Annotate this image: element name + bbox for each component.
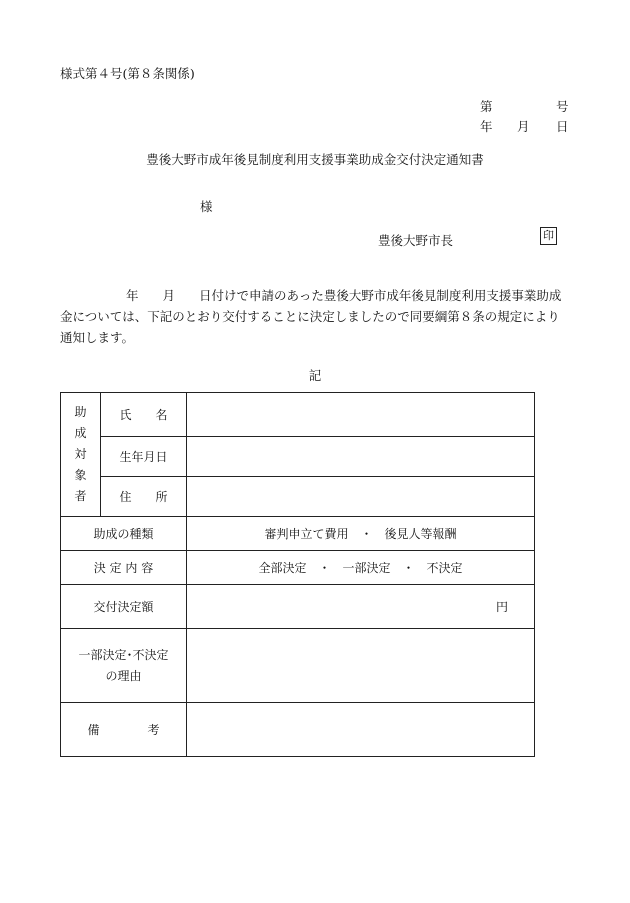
address-field[interactable] <box>187 477 535 517</box>
doc-number-suffix: 号 <box>556 99 569 114</box>
name-field[interactable] <box>187 393 535 437</box>
table-row <box>61 477 535 517</box>
table-row <box>61 393 535 437</box>
table-row <box>61 551 535 585</box>
reason-label <box>61 629 187 703</box>
decision-label: 決 定 内 容 <box>61 551 187 585</box>
subject-char: 対 <box>74 447 87 461</box>
body-line2: 金については、下記のとおり交付することに決定しましたので同要綱第８条の規定により <box>60 309 560 324</box>
doc-number-prefix: 第 <box>480 99 493 114</box>
issuer: 豊後大野市長 <box>378 233 454 248</box>
grant-type-label: 助成の種類 <box>61 517 187 551</box>
remarks-field[interactable] <box>187 703 535 757</box>
amount-field[interactable] <box>187 585 535 629</box>
amount-unit: 円 <box>495 600 508 614</box>
reason-label-line1: 一部決定･不決定 <box>78 647 169 662</box>
reason-label-line2: の理由 <box>105 668 142 683</box>
name-label: 氏 名 <box>101 393 187 437</box>
table-row <box>61 585 535 629</box>
record-table <box>60 392 535 757</box>
grant-type-value: 審判申立て費用 ・ 後見人等報酬 <box>187 517 535 551</box>
body-month: 月 <box>162 288 176 303</box>
form-id: 様式第４号(第８条関係) <box>60 66 195 81</box>
table-row <box>61 629 535 703</box>
body-line3: 通知します。 <box>60 330 135 345</box>
subject-char: 象 <box>74 468 87 482</box>
addressee: 様 <box>200 199 213 214</box>
remarks-label: 備 考 <box>61 703 187 757</box>
decision-value: 全部決定 ・ 一部決定 ・ 不決定 <box>187 551 535 585</box>
subject-char: 者 <box>74 489 87 503</box>
body-year: 年 <box>126 288 139 303</box>
document-title: 豊後大野市成年後見制度利用支援事業助成金交付決定通知書 <box>146 152 484 167</box>
subject-char: 成 <box>74 426 87 440</box>
table-row <box>61 703 535 757</box>
amount-label: 交付決定額 <box>61 585 187 629</box>
address-label: 住 所 <box>101 477 187 517</box>
body-text <box>60 285 580 348</box>
date-day: 日 <box>556 119 569 134</box>
reason-field[interactable] <box>187 629 535 703</box>
seal-mark: 印 <box>540 227 557 245</box>
table-row <box>61 437 535 477</box>
subject-group-label <box>61 393 101 517</box>
date-year: 年 <box>480 119 493 134</box>
ki-heading: 記 <box>308 368 322 383</box>
body-line1: 日付けで申請のあった豊後大野市成年後見制度利用支援事業助成 <box>199 288 562 303</box>
birthdate-label: 生年月日 <box>101 437 187 477</box>
table-row <box>61 517 535 551</box>
date-month: 月 <box>517 119 530 134</box>
subject-char: 助 <box>74 405 87 419</box>
birthdate-field[interactable] <box>187 437 535 477</box>
